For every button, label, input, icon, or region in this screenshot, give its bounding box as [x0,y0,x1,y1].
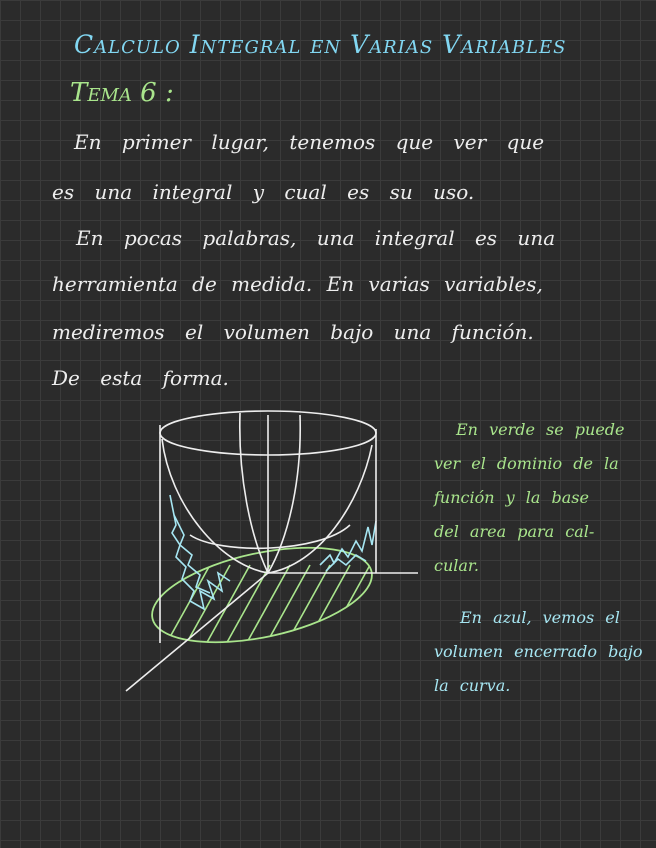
body-line: es una integral y cual es su uso. [52,180,475,204]
green-note-line: En verde se puede [456,420,625,439]
body-line: herramienta de medida. En varias variables, [52,272,543,296]
green-note-line: ver el dominio de la [434,454,619,473]
green-note-line: cular. [434,556,479,575]
blue-note-line: En azul, vemos el [460,608,620,627]
body-line: En primer lugar, tenemos que ver que [74,130,545,154]
body-line: De esta forma. [52,366,229,390]
domain-ellipse [144,531,381,660]
body-line: En pocas palabras, una integral es una [76,226,556,250]
green-note-line: función y la base [434,488,589,507]
page-title: Calculo Integral en Varias Variables [74,30,567,59]
green-note-line: del area para cal- [434,522,595,541]
blue-note-line: la curva. [434,676,511,695]
blue-note-line: volumen encerrado bajo [434,642,643,661]
cylinder-paraboloid-sketch-icon [0,395,430,705]
body-line: mediremos el volumen bajo una función. [52,320,534,344]
topic-heading: Tema 6 : [70,78,174,108]
